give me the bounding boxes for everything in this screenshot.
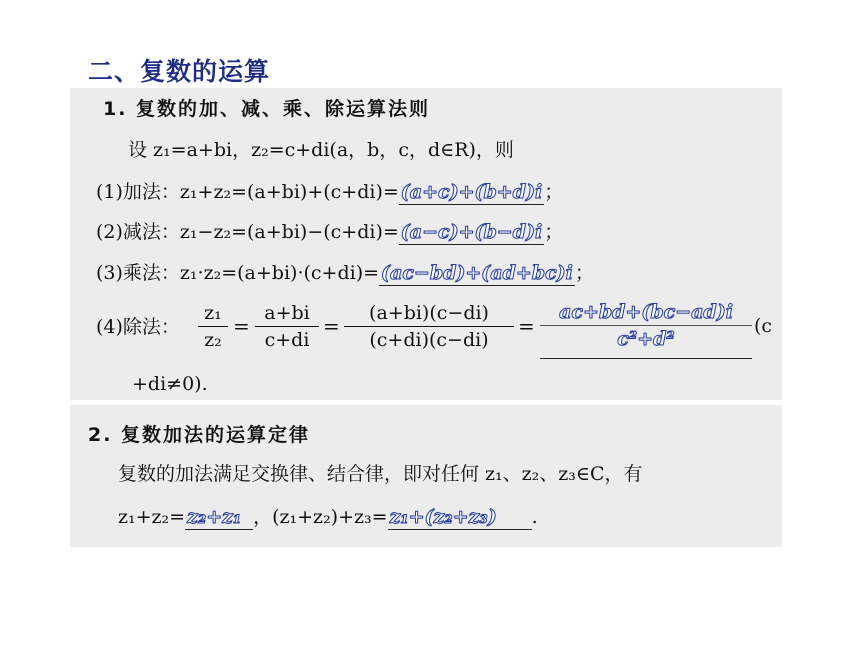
division-condition: +di≠0). <box>132 373 208 395</box>
fraction-denominator: (c+di)(c−di) <box>369 329 489 351</box>
heading-operation-rules: 1. 复数的加、减、乘、除运算法则 <box>103 98 431 120</box>
answer-numerator: ac+bd+(bc−ad)i <box>559 301 733 323</box>
answer-underline <box>540 358 752 359</box>
addition-answer: (a+c)+(b+d)i <box>400 181 543 203</box>
equals-sign: = <box>233 314 250 338</box>
addition-text: (1)加法：z₁+z₂=(a+bi)+(c+di)= <box>96 181 399 203</box>
division-tail: (c <box>754 315 773 337</box>
subtraction-answer: (a−c)+(b−d)i <box>400 221 543 243</box>
addition-rule <box>96 180 563 205</box>
division-label: (4)除法： <box>96 316 180 338</box>
fraction-denominator: z₂ <box>204 329 222 351</box>
laws-equation <box>118 505 538 530</box>
section-title: 二、复数的运算 <box>88 57 271 86</box>
answer-denominator: c²+d² <box>617 328 675 350</box>
heading-addition-laws: 2. 复数加法的运算定律 <box>88 424 311 446</box>
multiplication-end: ； <box>574 262 594 284</box>
associative-answer: z₁+(z₂+z₃) <box>388 505 532 530</box>
subtraction-end: ； <box>544 221 564 243</box>
multiplication-rule <box>96 261 594 286</box>
commutative-answer: z₂+z₁ <box>185 505 253 530</box>
setup-line: 设 z₁=a+bi，z₂=c+di(a，b，c，d∈R)，则 <box>128 139 514 161</box>
fraction-numerator: z₁ <box>204 302 222 324</box>
fraction-a-bi-over-c-di <box>255 301 319 352</box>
subtraction-rule <box>96 220 563 245</box>
division-answer <box>540 300 752 351</box>
law-b-text: ，(z₁+z₂)+z₃= <box>253 506 388 528</box>
law-end: . <box>531 506 538 528</box>
multiplication-answer: (ac−bd)+(ad+bc)i <box>381 262 573 284</box>
subtraction-text: (2)减法：z₁−z₂=(a+bi)−(c+di)= <box>96 221 399 243</box>
equals-sign: = <box>518 314 535 338</box>
fraction-z1-over-z2 <box>198 301 228 352</box>
law-a-text: z₁+z₂= <box>118 506 186 528</box>
laws-intro: 复数的加法满足交换律、结合律，即对任何 z₁、z₂、z₃∈C，有 <box>118 463 643 485</box>
fraction-numerator: a+bi <box>264 302 310 324</box>
multiplication-text: (3)乘法：z₁·z₂=(a+bi)·(c+di)= <box>96 262 380 284</box>
addition-end: ； <box>544 181 564 203</box>
equals-sign: = <box>323 314 340 338</box>
fraction-conjugate-expansion <box>344 301 514 352</box>
fraction-numerator: (a+bi)(c−di) <box>369 302 489 324</box>
fraction-denominator: c+di <box>264 329 310 351</box>
